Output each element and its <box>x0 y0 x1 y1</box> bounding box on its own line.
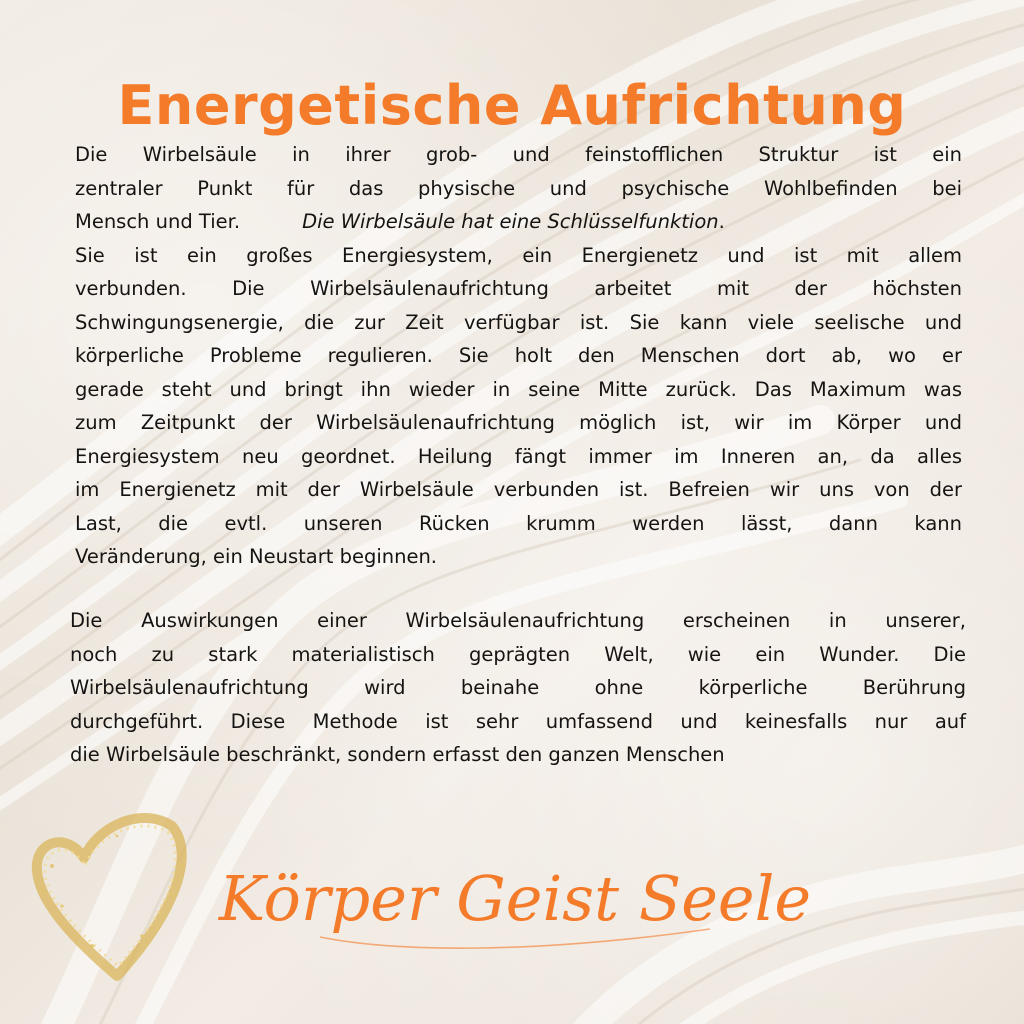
text-line: durchgeführt. Diese Methode ist sehr umfassend und keinesfalls nur auf <box>70 709 966 733</box>
text-line: die Wirbelsäule beschränkt, sondern erfasst den ganzen Menschen <box>70 743 725 766</box>
text-line: Die Wirbelsäule in ihrer grob- und feinstofflichen Struktur ist ein <box>75 143 962 166</box>
text-line: noch zu stark materialistisch geprägten Welt, wie ein Wunder. Die <box>70 642 966 666</box>
text-line: Veränderung, ein Neustart beginnen. <box>75 545 438 568</box>
text-fragment: . <box>718 210 725 233</box>
text-line: Energiesystem neu geordnet. Heilung fängt immer im Inneren an, da alles <box>75 444 962 468</box>
text-line: zum Zeitpunkt der Wirbelsäulenaufrichtung möglich ist, wir im Körper und <box>75 411 962 434</box>
text-line: Wirbelsäulenaufrichtung wird beinahe ohne körperliche Berührung <box>70 676 966 699</box>
text-line: zentraler Punkt für das physische und psychische Wohlbefinden bei <box>75 176 962 200</box>
text-line: gerade steht und bringt ihn wieder in seine Mitte zurück. Das Maximum was <box>75 377 962 401</box>
text-line-key-statement <box>75 205 962 239</box>
gold-glitter-heart-icon <box>22 796 202 996</box>
signature-script <box>218 825 812 975</box>
intro-paragraph <box>75 138 962 574</box>
effects-paragraph <box>70 604 966 772</box>
text-line: verbunden. Die Wirbelsäulenaufrichtung arbeitet mit der höchsten <box>75 277 962 300</box>
text-line: im Energienetz mit der Wirbelsäule verbunden ist. Befreien wir uns von der <box>75 478 962 501</box>
text-line: Last, die evtl. unseren Rücken krumm werden lässt, dann kann <box>75 511 962 535</box>
italic-emphasis: Die Wirbelsäule hat eine Schlüsselfunktion <box>302 210 719 233</box>
text-line: körperliche Probleme regulieren. Sie holt den Menschen dort ab, wo er <box>75 344 962 367</box>
text-line: Schwingungsenergie, die zur Zeit verfügbar ist. Sie kann viele seelische und <box>75 310 962 334</box>
text-line: Sie ist ein großes Energiesystem, ein Energienetz und ist mit allem <box>75 243 962 267</box>
page-title: Energetische Aufrichtung <box>117 74 907 138</box>
text-line: Die Auswirkungen einer Wirbelsäulenaufrichtung erscheinen in unserer, <box>70 609 966 632</box>
text-fragment: Mensch und Tier. <box>75 210 241 233</box>
signature-text: Körper Geist Seele <box>218 862 812 935</box>
